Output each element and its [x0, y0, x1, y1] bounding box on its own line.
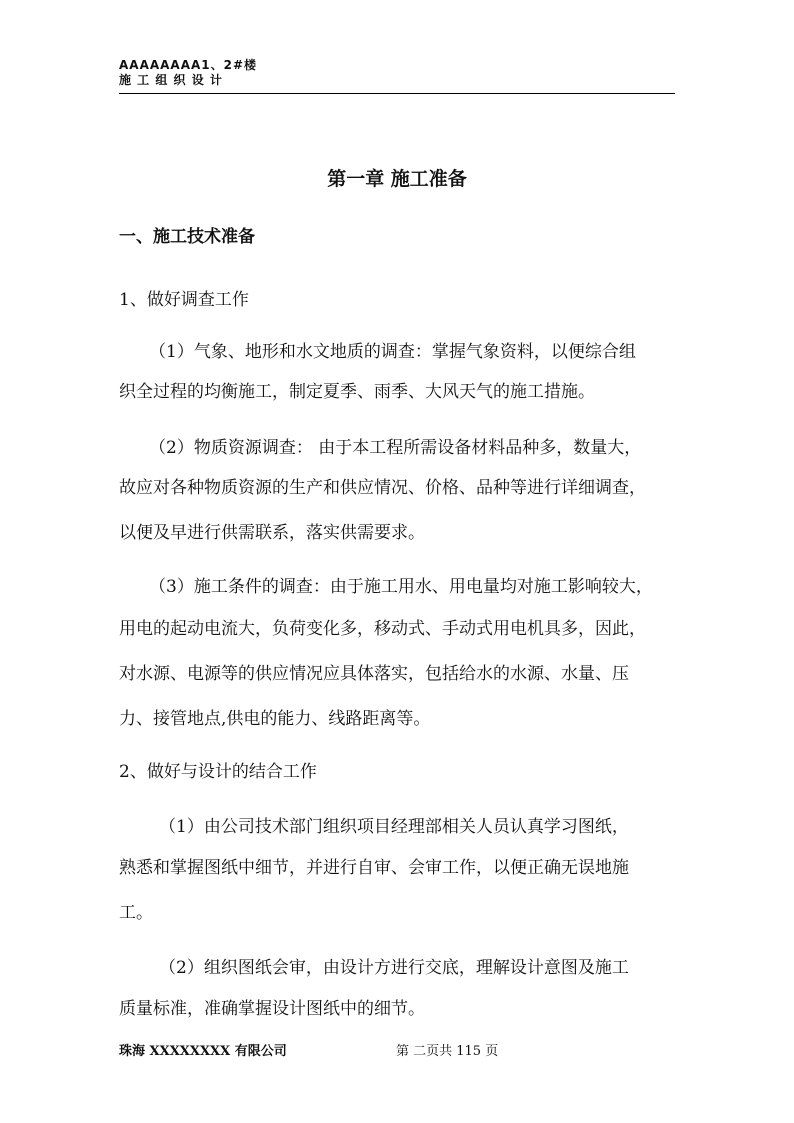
paragraph-4-cont [119, 846, 679, 936]
paragraph-4-line: 工。 [119, 903, 153, 923]
item-heading-2 [119, 750, 679, 795]
paragraph-2-line: 故应对各种物质资源的生产和供应情况、价格、品种等进行详细调查， [119, 478, 646, 498]
paragraph-1 [119, 330, 679, 375]
page-number: 第 二页共 115 页 [396, 1044, 499, 1059]
section-heading: 一、施工技术准备 [119, 227, 255, 247]
paragraph-4 [119, 805, 679, 850]
paragraph-3-line: 对水源、电源等的供应情况应具体落实，包括给水的水源、水量、压 [119, 664, 629, 684]
paragraph-2-cont [119, 466, 679, 556]
paragraph-4-line: 熟悉和掌握图纸中细节，并进行自审、会审工作，以便正确无误地施 [119, 858, 629, 878]
paragraph-3-cont [119, 607, 679, 742]
paragraph-3 [119, 565, 679, 610]
paragraph-5-line: （2）组织图纸会审，由设计方进行交底，理解设计意图及施工 [159, 958, 629, 978]
paragraph-3-line: （3）施工条件的调查：由于施工用水、用电量均对施工影响较大， [149, 577, 653, 597]
paragraph-5 [119, 946, 679, 991]
project-name: AAAAAAAA1、2#楼 [119, 58, 258, 72]
item-heading-1-text: 1、做好调查工作 [119, 290, 249, 310]
paragraph-2 [119, 426, 679, 471]
item-heading-1 [119, 278, 679, 323]
company-name: 珠海 XXXXXXXX 有限公司 [119, 1044, 287, 1059]
page-footer [119, 1040, 679, 1060]
paragraph-5-cont [119, 987, 679, 1032]
paragraph-2-line: 以便及早进行供需联系，落实供需要求。 [119, 523, 425, 543]
paragraph-3-line: 力、接管地点,供电的能力、线路距离等。 [119, 709, 431, 729]
paragraph-5-line: 质量标准，准确掌握设计图纸中的细节。 [119, 999, 425, 1019]
paragraph-3-line: 用电的起动电流大，负荷变化多，移动式、手动式用电机具多，因此， [119, 619, 646, 639]
paragraph-1-line: （1）气象、地形和水文地质的调查：掌握气象资料，以便综合组 [149, 342, 636, 362]
item-heading-2-text: 2、做好与设计的结合工作 [119, 762, 317, 782]
document-type: 施 工 组 织 设 计 [119, 73, 223, 87]
paragraph-4-line: （1）由公司技术部门组织项目经理部相关人员认真学习图纸， [159, 817, 629, 837]
paragraph-2-line: （2）物质资源调查： 由于本工程所需设备材料品种多，数量大， [149, 438, 642, 458]
paragraph-1-cont [119, 370, 679, 415]
header-rule [119, 93, 675, 94]
page-header [119, 58, 675, 88]
paragraph-1-line: 织全过程的均衡施工，制定夏季、雨季、大风天气的施工措施。 [119, 382, 595, 402]
chapter-title: 第一章 施工准备 [327, 168, 467, 190]
